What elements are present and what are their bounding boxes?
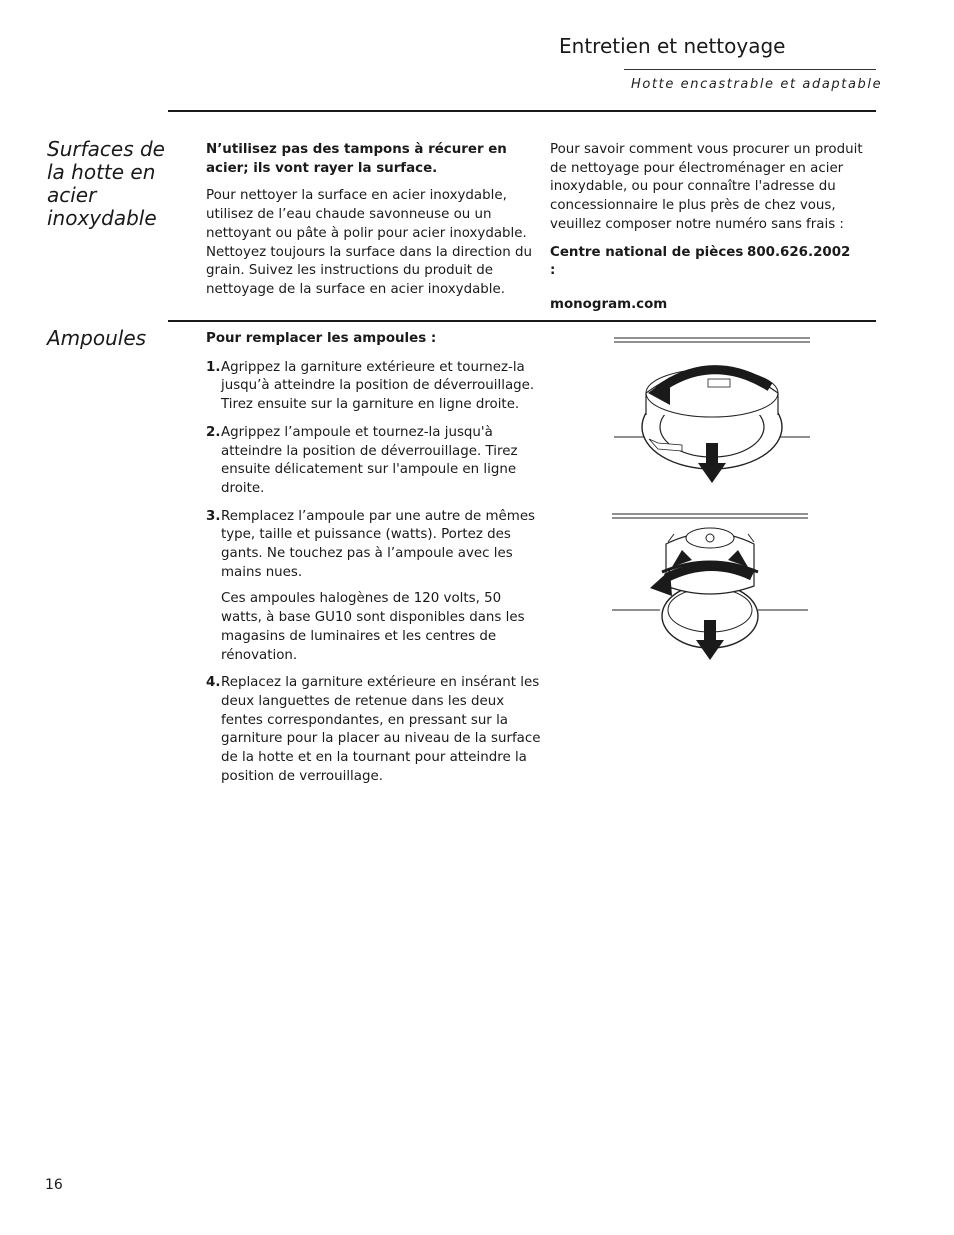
parts-center-phone: 800.626.2002 bbox=[747, 244, 851, 260]
stainless-instructions: Pour nettoyer la surface en acier inoxydable, utilisez de l’eau chaude savonneuse ou un nettoyant ou pâte à polir pour acier inoxydable. Nettoyez toujours la surface dans la direction du grain. Suivez les instructions du produit de nettoyage de la surface en acier inoxydable. bbox=[206, 188, 532, 297]
parts-center-row bbox=[550, 244, 874, 281]
contact-intro: Pour savoir comment vous procurer un produit de nettoyage pour électroménager en acier inoxydable, ou pour connaître l'adresse du concessionnaire le plus près de chez vous, veuillez composer notre numéro sans frais : bbox=[550, 142, 863, 232]
step-number: 1. bbox=[206, 359, 221, 375]
page-header-title: Entretien et nettoyage bbox=[559, 34, 786, 58]
step-note: Ces ampoules halogènes de 120 volts, 50 watts, à base GU10 sont disponibles dans les magasins de luminaires et les centres de rénovation. bbox=[221, 591, 525, 663]
bulb-step bbox=[206, 674, 542, 786]
section-title-bulbs: Ampoules bbox=[47, 326, 147, 350]
bulb-step bbox=[206, 359, 542, 415]
bulb-steps-list bbox=[206, 359, 542, 787]
section-divider-bulbs bbox=[168, 320, 876, 322]
parts-center-label: Centre national de pièces : bbox=[550, 244, 744, 279]
step-text: Remplacez l’ampoule par une autre de mêmes type, taille et puissance (watts). Portez des gants. Ne touchez pas à l’ampoule avec les mains nues. bbox=[221, 508, 536, 580]
step-number: 2. bbox=[206, 424, 221, 440]
bulb-step bbox=[206, 508, 542, 666]
website-link[interactable]: monogram.com bbox=[550, 296, 668, 312]
step-text: Agrippez l’ampoule et tournez-la jusqu'à atteindre la position de déverrouillage. Tirez ensuite délicatement sur l'ampoule en ligne droite. bbox=[221, 424, 518, 496]
trim-removal-illustration bbox=[612, 335, 812, 487]
stainless-warning: N’utilisez pas des tampons à récurer en acier; ils vont rayer la surface. bbox=[206, 142, 507, 176]
bulbs-intro: Pour remplacer les ampoules : bbox=[206, 331, 437, 346]
step-number: 3. bbox=[206, 508, 221, 524]
bulb-step bbox=[206, 424, 542, 499]
header-divider bbox=[624, 69, 876, 70]
bulb-removal-illustration bbox=[612, 512, 812, 664]
section-divider-stainless bbox=[168, 110, 876, 112]
section-title-stainless: Surfaces de la hotte en acier inoxydable bbox=[47, 137, 165, 230]
step-number: 4. bbox=[206, 675, 221, 691]
step-text: Agrippez la garniture extérieure et tournez-la jusqu’à atteindre la position de déverrouillage. Tirez ensuite sur la garniture en ligne droite. bbox=[221, 359, 535, 413]
bulbs-instructions bbox=[206, 330, 542, 795]
stainless-left-column bbox=[206, 141, 536, 309]
page-header-subtitle: Hotte encastrable et adaptable bbox=[631, 77, 883, 92]
stainless-right-column bbox=[550, 141, 874, 324]
step-text: Replacez la garniture extérieure en insérant les deux languettes de retenue dans les deux fentes correspondantes, en pressant sur la garniture pour la placer au niveau de la surface de la hotte et en la tournant pour atteindre la position de verrouillage. bbox=[221, 675, 541, 784]
page-number: 16 bbox=[45, 1177, 63, 1193]
